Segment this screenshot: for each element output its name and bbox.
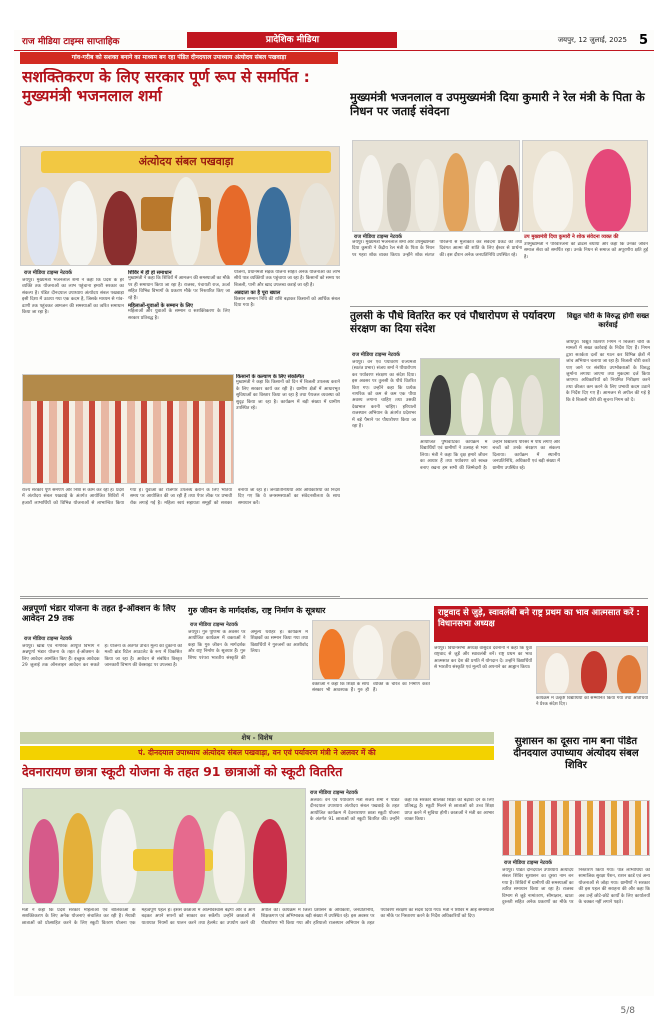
story7-headline: राष्ट्रवाद से जुड़े, स्वावलंबी बने राष्ट्र प्रथम का भाव आत्मसात करें : विधानसभा अध्यक्ष [434,606,648,642]
person-figure [415,159,439,232]
person-figure [499,165,519,232]
person-figure [391,631,421,680]
person-figure [545,653,569,694]
person-figure [257,187,291,266]
story1-subhead-4: किसानों के कल्याण के लिए संकल्पित [236,374,305,380]
story1-subhead-1: शिविर में ही हो समाधान [128,270,172,276]
story9-credit: राज मीडिया टाइम्स नेटवर्क [504,860,552,866]
person-figure [171,177,201,266]
story2-photo-2 [522,140,648,232]
story3-photo [420,358,560,436]
page-indicator: 5/8 [620,1006,635,1016]
person-figure [299,183,335,266]
person-figure [581,651,607,694]
story1-body-col1: जयपुर। मुख्यमंत्री भजनलाल शर्मा ने कहा कि प्रदेश के हर व्यक्ति तक योजनाओं का लाभ पहुंचाना हमारी सरकार का संकल्प है। पंडित दीनदयाल उपाध्याय अंत्योदय संबल पखवाड़ा इसी दिशा में उठाया गया एक कदम है, जिसके माध्यम से गांव-ढाणी तक पहुंचकर आमजन की समस्याओं का त्वरित समाधान किया जा रहा है। [22,278,124,316]
person-figure [319,629,345,680]
story7-body-col2: कार्यक्रम में उत्कृष्ट विद्यार्थियों को सम्मानित किया गया तथा अतिथियों ने प्रेरक संदेश दिए। [536,696,648,708]
story2-credit: राज मीडिया टाइम्स नेटवर्क [354,234,402,240]
person-figure [103,191,137,266]
newspaper-page [14,30,654,996]
person-figure [253,819,287,904]
story1-crowd-photo [22,374,234,484]
shesh-headline: देवनारायण छात्रा स्कूटी योजना के तहत 91 छात्राओं को स्कूटी वितरित [22,764,343,779]
story3-body-col1: जयपुर। वन एवं पर्यावरण राज्यमंत्री (स्वतंत्र प्रभार) संजय शर्मा ने पौधारोपण कर पर्यावरण संरक्षण का संदेश दिया। इस अवसर पर तुलसी के पौधे वितरित किए गए। उन्होंने कहा कि प्रत्येक नागरिक को कम से कम एक पौधा अवश्य लगाना चाहिए तथा उसकी देखभाल करनी चाहिए। हरियालो राजस्थान अभियान के अंतर्गत प्रदेशभर में बड़े पैमाने पर पौधारोपण किया जा रहा है। [352,360,416,430]
divider [20,596,340,597]
story2-caption: उप मुख्यमंत्री दिया कुमारी ने शोक संवेदना व्यक्त की [524,234,619,240]
person-figure [387,163,411,232]
person-figure [443,153,469,232]
person-figure [61,181,97,266]
person-figure [491,377,513,436]
person-figure [461,373,483,436]
crowd [23,401,234,484]
divider [20,598,648,599]
story5-body: जयपुर। खाद्य एवं नागरिक आपूर्ति विभाग ने अन्नपूर्णा भंडार योजना के तहत ई-ऑक्शन के लिए आवेदन आमंत्रित किए हैं। इच्छुक आवेदक 29 जुलाई तक ऑनलाइन आवेदन कर सकते हैं। योजना के अंतर्गत उचित मूल्य की दुकानों को मल्टी ब्रांड रिटेल आउटलेट के रूप में विकसित किया जा रहा है। आवेदन से संबंधित विस्तृत जानकारी विभाग की वेबसाइट पर उपलब्ध है। [22,644,182,669]
person-figure [29,819,59,904]
story1-body-col2: शिविर में ही हो समाधान मुख्यमंत्री ने कहा कि शिविरों में आमजन की समस्याओं का मौके पर ही समाधान किया जा रहा है। राजस्व, पंचायती राज, ऊर्जा सहित विभिन्न विभागों के प्रकरण मौके पर निस्तारित किए जा रहे हैं। महिलाओं-युवाओं के सम्मान के लिए महिलाओं और युवाओं के सम्मान व सशक्तिकरण के लिए सरकार प्रतिबद्ध है। [128,270,230,321]
story9-photo [502,800,650,856]
story3-body-col2: आयोजित पुष्पवाटिका कार्यक्रम में विद्यार्थियों एवं ग्रामीणों ने उत्साह से भाग लिया। मंत्री ने कहा कि वृक्ष हमारे जीवन का आधार हैं तथा पर्यावरण को स्वच्छ बनाए रखना हम सभी की जिम्मेदारी है। उन्होंने विद्यालय परिसर में पौधे लगाए और बच्चों को उनके संरक्षण का संकल्प दिलाया। कार्यक्रम में स्थानीय जनप्रतिनिधि, अधिकारी एवं बड़ी संख्या में ग्रामीण उपस्थित रहे। [420,440,560,471]
story7-body-col1: जयपुर। विधानसभा अध्यक्ष वासुदेव देवनानी ने कहा कि युवा राष्ट्रवाद से जुड़ें और स्वावलंबी बनें। राष्ट्र प्रथम का भाव आत्मसात कर देश की प्रगति में योगदान दें। उन्होंने विद्यार्थियों से भारतीय संस्कृति एवं मूल्यों को अपनाने का आह्वान किया। [434,646,532,671]
masthead [14,30,654,50]
shesh-body-right: अलवर। वन एवं पर्यावरण मंत्री संजय शर्मा ने पंडित दीनदयाल उपाध्याय अंत्योदय संबल पखवाड़े के तहत आयोजित कार्यक्रम में देवनारायण छात्रा स्कूटी योजना के अंतर्गत 91 छात्राओं को स्कूटी वितरित की। उन्होंने कहा कि सरकार बालिका शिक्षा को बढ़ावा देने के लिए प्रतिबद्ध है। स्कूटी मिलने से छात्राओं को उच्च शिक्षा प्राप्त करने में सुविधा होगी। छात्राओं ने मंत्री का आभार व्यक्त किया। [310,798,494,823]
person-figure [27,187,59,266]
story1-body-col4: किसानों के कल्याण के लिए संकल्पित मुख्यमंत्री ने कहा कि किसानों को दिन में बिजली उपलब्ध कराने के लिए सरकार कार्य कर रही है। ग्रामीण क्षेत्रों में आधारभूत सुविधाओं का विस्तार किया जा रहा है तथा पेयजल व्यवस्था को सुदृढ़ किया जा रहा है। कार्यक्रम में बड़ी संख्या में ग्रामीण उपस्थित रहे। [236,374,340,412]
story1-photo [20,146,340,266]
person-figure [213,811,245,904]
story6-headline: गुरु जीवन के मार्गदर्शक, राष्ट्र निर्माण के सूत्रधार [188,606,326,615]
stage-backdrop [23,375,234,401]
story9-headline: सुशासन का दूसरा नाम बना पंडित दीनदयाल उपाध्याय अंत्योदय संबल शिविर [513,736,639,772]
person-figure [101,809,137,904]
story1-headline: सशक्तिकरण के लिए सरकार पूर्ण रूप से समर्पित : मुख्यमंत्री भजनलाल शर्मा [22,68,310,105]
divider [350,306,648,307]
person-figure [63,813,93,904]
person-figure [173,815,205,904]
story6-photo [312,620,430,680]
story1-credit: राज मीडिया टाइम्स नेटवर्क [24,270,72,276]
person-figure [429,375,451,436]
story4-body: जोधपुर। विद्युत वितरण निगम ने बिजली चोरी के मामलों में सख्त कार्रवाई के निर्देश दिए हैं। निगम द्वारा सतर्कता दलों का गठन कर विभिन्न क्षेत्रों में जांच अभियान चलाया जा रहा है। बिजली चोरी करते पाए जाने पर संबंधित उपभोक्ताओं के विरुद्ध जुर्माना लगाया जाएगा तथा मुकदमा दर्ज किया जाएगा। अधिकारियों को नियमित निरीक्षण करने तथा छीजत कम करने के लिए प्रभावी कदम उठाने के निर्देश दिए गए हैं। आमजन से अपील की गई है कि वे बिजली चोरी की सूचना निगम को दें। [566,340,650,403]
story6-credit: राज मीडिया टाइम्स नेटवर्क [190,622,238,628]
page-number: 5 [638,32,648,48]
story7-photo [536,646,648,694]
story2-caption-body: उपमुख्यमंत्री ने परिवारजनों को ढांढस बंधाया और कहा कि उनका जीवन समाज सेवा को समर्पित रहा। उनके निधन से समाज को अपूरणीय क्षति हुई है। [524,242,648,260]
story1-subhead-3: अन्नदाता का है पूरा ख्याल [234,290,281,297]
shesh-body-lower: मंत्री ने कहा कि प्रदेश सरकार महिलाओं एवं बालिकाओं के सशक्तिकरण के लिए अनेक योजनाएं संचालित कर रही है। मेधावी छात्राओं को प्रोत्साहित करने के लिए स्कूटी वितरण योजना एक महत्वपूर्ण पहल है। इससे छात्राओं में आत्मविश्वास बढ़ेगा और वे आगे बढ़कर अपने सपनों को साकार कर सकेंगी। उन्होंने छात्राओं से यातायात नियमों का पालन करने तथा हेलमेट का उपयोग करने की अपील की। कार्यक्रम में जिला प्रशासन के अधिकारी, जनप्रतिनिधि, शिक्षकगण एवं अभिभावक बड़ी संख्या में उपस्थित रहे। इस अवसर पर पौधारोपण भी किया गया और हरियालो राजस्थान अभियान के तहत पर्यावरण संरक्षण का संदेश दिया गया। मंत्री ने शिविर में आई समस्याओं का मौके पर निस्तारण करने के निर्देश अधिकारियों को दिए। [22,908,494,926]
story1-banner: अंत्योदय संबल पखवाड़ा [41,151,331,173]
person-figure [533,151,573,232]
story6-body-col2: वक्ताओं ने कहा कि शिक्षा के साथ संस्कार भी आवश्यक हैं। गुरु ही व्यक्ति के चरित्र का निर्माण करते हैं। [312,682,430,694]
story6-body-col1: जयपुर। गुरु पूर्णिमा के अवसर पर आयोजित कार्यक्रम में वक्ताओं ने कहा कि गुरु जीवन के मार्गदर्शक और राष्ट्र निर्माण के सूत्रधार हैं। गुरु शिष्य परंपरा भारतीय संस्कृति की अमूल्य धरोहर है। कार्यक्रम में शिक्षकों का सम्मान किया गया तथा विद्यार्थियों ने गुरुजनों का आशीर्वाद लिया। [188,630,308,661]
tagline-bar: गांव-गरीब को सशक्त बनाने का माध्यम बन रहा पंडित दीनदयाल उपाध्याय अंत्योदय संबल पखवाड़ा [20,52,338,64]
shesh-vishesh-band: शेष - विशेष [20,732,494,744]
paper-name: राज मीडिया टाइम्स साप्ताहिक [22,36,120,47]
person-figure [617,655,641,694]
story5-credit: राज मीडिया टाइम्स नेटवर्क [24,636,72,642]
story2-photo-1 [352,140,520,232]
person-figure [359,155,383,232]
person-figure [521,375,543,436]
story2-body: जयपुर। मुख्यमंत्री भजनलाल शर्मा और उपमुख्यमंत्री दिया कुमारी ने केंद्रीय रेल मंत्री के पिता के निधन पर गहरा शोक व्यक्त किया। उन्होंने शोक संतप्त परिजनों से मुलाकात कर संवेदना प्रकट की तथा दिवंगत आत्मा की शांति के लिए ईश्वर से प्रार्थना की। इस दौरान अनेक जनप्रतिनिधि उपस्थित रहे। [352,240,522,258]
person-figure [353,625,383,680]
story3-credit: राज मीडिया टाइम्स नेटवर्क [352,352,400,358]
story9-body: जयपुर। पंडित दीनदयाल उपाध्याय अंत्योदय संबल शिविर सुशासन का दूसरा नाम बन गया है। शिविरों में ग्रामीणों की समस्याओं का त्वरित समाधान किया जा रहा है। राजस्व विभाग से जुड़े नामांतरण, सीमाज्ञान, खाता दुरुस्ती सहित अनेक प्रकरणों का मौके पर निस्तारण किया गया। पात्र लाभार्थियों को सामाजिक सुरक्षा पेंशन, राशन कार्ड एवं अन्य योजनाओं से जोड़ा गया। ग्रामीणों ने सरकार की इस पहल की सराहना की और कहा कि अब उन्हें छोटे-छोटे कार्यों के लिए कार्यालयों के चक्कर नहीं लगाने पड़ते। [502,868,650,906]
story4-headline: विद्युत चोरी के विरुद्ध होगी सख्त कार्रवाई [566,312,649,329]
story1-body-lower: राज्य सरकार पूर्ण समर्पण और निष्ठा से काम कर रही है। प्रदेश में अंत्योदय संबल पखवाड़े के अंतर्गत आयोजित शिविरों में हजारों लाभार्थियों को विभिन्न योजनाओं से लाभान्वित किया गया है। युवाओं को रोजगार उपलब्ध कराने के लिए भर्तियां समय पर आयोजित की जा रही हैं तथा पेपर लीक पर प्रभावी रोक लगाई गई है। महिला स्वयं सहायता समूहों को सशक्त बनाया जा रहा है। जनप्रतिनिधियों और अधिकारियों को निर्देश दिए गए कि वे जनसमस्याओं का संवेदनशीलता के साथ समाधान करें। [22,488,340,506]
person-figure [585,149,631,232]
issue-date: जयपुर, 12 जुलाई, 2025 [557,35,627,44]
crowd [503,801,650,856]
story5-headline: अन्नपूर्णा भंडार योजना के तहत ई-ऑक्शन के लिए आवेदन 29 तक [22,604,176,625]
story3-headline: तुलसी के पौधे वितरित कर एवं पौधारोपण से पर्यावरण संरक्षण का दिया संदेश [350,310,555,335]
shesh-photo [22,788,306,904]
story1-body-col3: योजना, प्रधानमंत्री सड़क योजना सहित अनेक योजनाओं का लाभ सीधे पात्र व्यक्तियों तक पहुंचाया जा रहा है। किसानों को समय पर बिजली, पानी और खाद उपलब्ध कराई जा रही है। अन्नदाता का है पूरा ख्याल किसान सम्मान निधि की राशि बढ़ाकर किसानों को आर्थिक संबल दिया गया है। [234,270,340,309]
section-title: प्रादेशिक मीडिया [187,32,397,48]
person-figure [475,161,499,232]
story1-subhead-2: महिलाओं-युवाओं के सम्मान के लिए [128,303,193,310]
person-figure [217,185,251,266]
masthead-rule [14,50,654,51]
shesh-credit: राज मीडिया टाइम्स नेटवर्क [310,790,358,796]
shesh-yellow-bar: पं. दीनदयाल उपाध्याय अंत्योदय संबल पखवाड़ा, वन एवं पर्यावरण मंत्री ने अलवर में की [20,746,494,760]
story2-headline: मुख्यमंत्री भजनलाल व उपमुख्यमंत्री दिया कुमारी ने रेल मंत्री के पिता के निधन पर जताई संवेदना [350,90,645,119]
